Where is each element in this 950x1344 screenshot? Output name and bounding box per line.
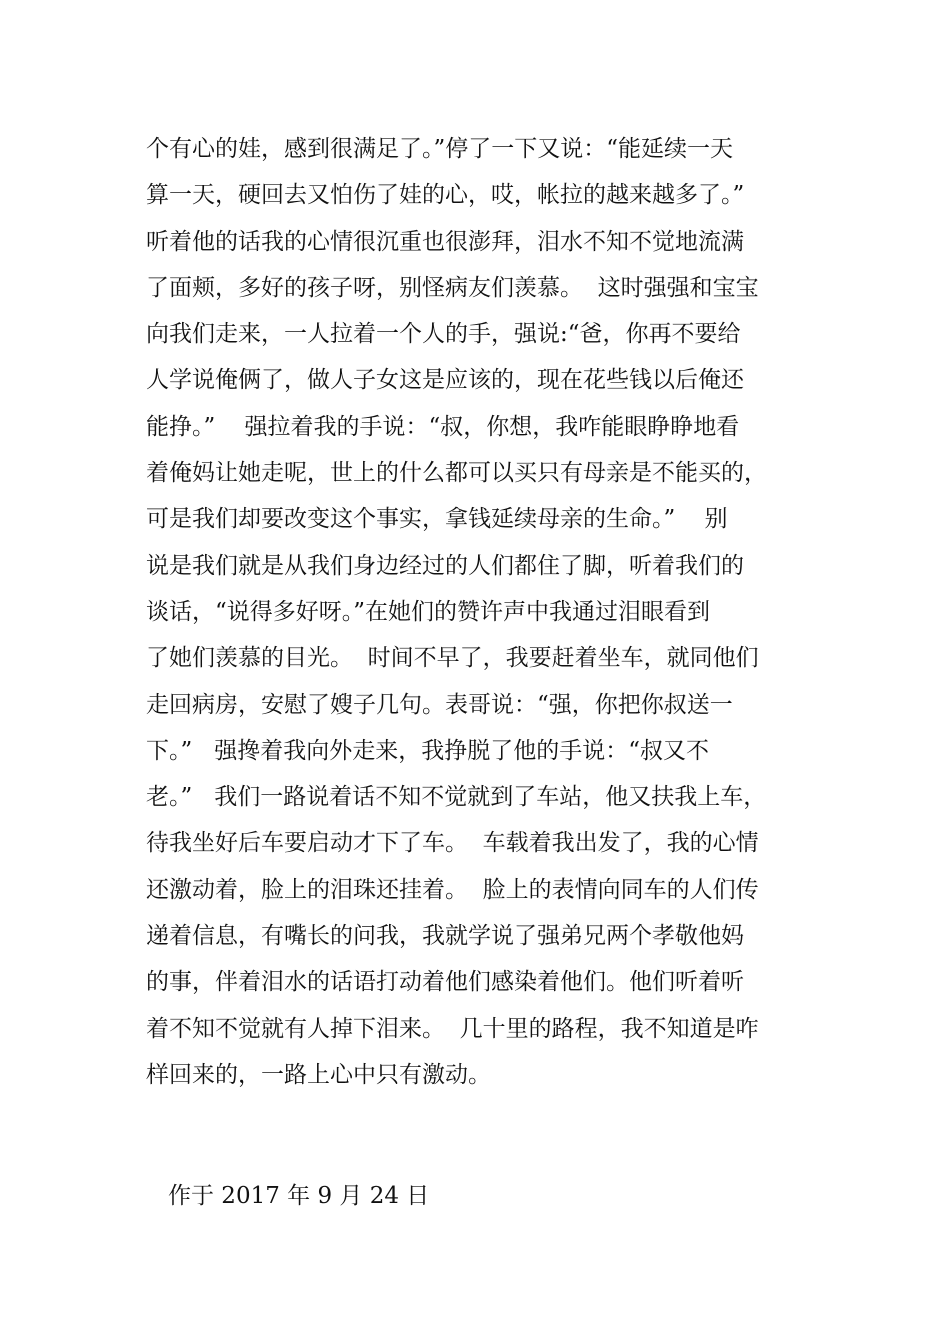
text-line: 向我们走来，一人拉着一个人的手，强说:“爸，你再不要给 [146,321,741,348]
text-line: 递着信息，有嘴长的问我，我就学说了强弟兄两个孝敬他妈 [146,923,744,950]
text-line: 老。” 我们一路说着话不知不觉就到了车站，他又扶我上车， [146,784,767,811]
text-line: 可是我们却要改变这个事实，拿钱延续母亲的生命。” 别 [146,506,728,533]
text-line: 待我坐好后车要启动才下了车。 车载着我出发了，我的心情 [146,830,759,857]
text-line: 样回来的，一路上心中只有激动。 [146,1061,491,1088]
text-line: 着俺妈让她走呢，世上的什么都可以买只有母亲是不能买的， [146,460,767,487]
text-line: 了面颊，多好的孩子呀，别怪病友们羡慕。 这时强强和宝宝 [146,274,759,301]
text-line: 下。” 强搀着我向外走来，我挣脱了他的手说：“叔又不 [146,737,709,764]
text-line: 人学说俺俩了，做人子女这是应该的，现在花些钱以后俺还 [146,367,744,394]
text-line: 着不知不觉就有人掉下泪来。 几十里的路程，我不知道是咋 [146,1015,759,1042]
text-line: 了她们羡慕的目光。 时间不早了，我要赶着坐车，就同他们 [146,645,759,672]
text-line: 谈话，“说得多好呀。”在她们的赞许声中我通过泪眼看到 [146,598,711,625]
text-line: 还激动着，脸上的泪珠还挂着。 脸上的表情向同车的人们传 [146,876,759,903]
text-line: 能挣。” 强拉着我的手说：“叔，你想，我咋能眼睁睁地看 [146,413,740,440]
text-line: 说是我们就是从我们身边经过的人们都住了脚，听着我们的 [146,552,744,579]
text-line: 算一天，硬回去又怕伤了娃的心，哎，帐拉的越来越多了。” [146,182,745,209]
text-line: 个有心的娃，感到很满足了。”停了一下又说：“能延续一天 [146,136,734,162]
date-signoff: 作于 2017 年 9 月 24 日 [168,1183,430,1209]
body-text [146,126,816,1098]
text-line: 的事，伴着泪水的话语打动着他们感染着他们。他们听着听 [146,969,744,996]
text-line: 听着他的话我的心情很沉重也很澎拜，泪水不知不觉地流满 [146,228,744,255]
text-line: 走回病房，安慰了嫂子几句。表哥说：“强，你把你叔送一 [146,691,733,718]
